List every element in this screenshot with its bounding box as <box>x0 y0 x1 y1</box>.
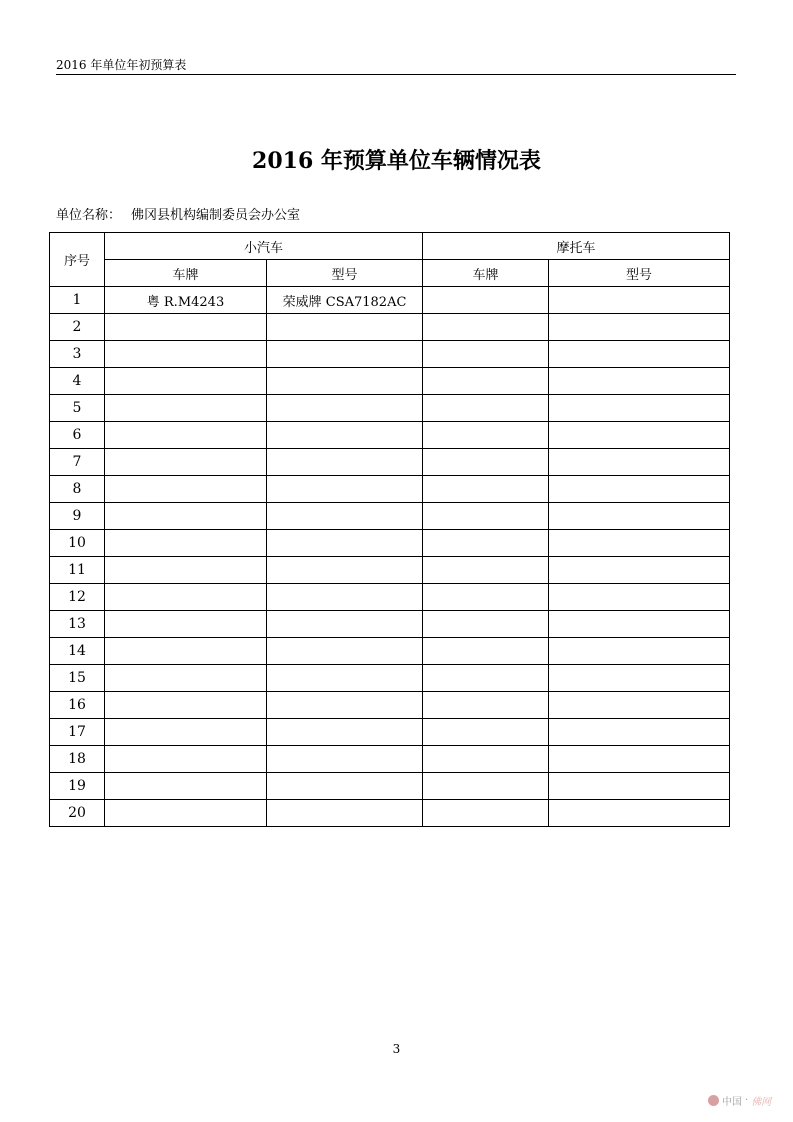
seq-cell: 20 <box>50 800 105 827</box>
watermark-separator: · <box>745 1095 749 1106</box>
moto-plate-cell <box>423 368 549 395</box>
car-plate-cell <box>105 476 267 503</box>
moto-model-cell <box>549 584 730 611</box>
table-row <box>50 665 730 692</box>
vehicle-table-body <box>50 233 730 827</box>
car-plate-cell <box>105 530 267 557</box>
moto-plate-cell <box>423 611 549 638</box>
moto-model-cell <box>549 800 730 827</box>
moto-model-cell <box>549 530 730 557</box>
car-plate-header: 车牌 <box>105 260 267 287</box>
seq-cell: 6 <box>50 422 105 449</box>
car-plate-cell <box>105 692 267 719</box>
car-model-cell <box>267 314 423 341</box>
seq-cell: 13 <box>50 611 105 638</box>
car-plate-cell <box>105 746 267 773</box>
moto-plate-header: 车牌 <box>423 260 549 287</box>
table-row <box>50 368 730 395</box>
moto-plate-cell <box>423 746 549 773</box>
moto-model-cell <box>549 449 730 476</box>
car-model-cell <box>267 476 423 503</box>
table-row <box>50 800 730 827</box>
seq-header: 序号 <box>50 233 105 287</box>
moto-group-header: 摩托车 <box>423 233 730 260</box>
car-model-cell <box>267 611 423 638</box>
table-row <box>50 746 730 773</box>
page-number: 3 <box>392 1042 401 1056</box>
seq-cell: 2 <box>50 314 105 341</box>
seq-cell: 19 <box>50 773 105 800</box>
car-plate-cell <box>105 368 267 395</box>
moto-plate-cell <box>423 692 549 719</box>
table-row <box>50 692 730 719</box>
moto-model-header: 型号 <box>549 260 730 287</box>
moto-plate-cell <box>423 449 549 476</box>
car-model-cell <box>267 422 423 449</box>
moto-plate-cell <box>423 719 549 746</box>
moto-plate-cell <box>423 665 549 692</box>
table-row <box>50 287 730 314</box>
table-row <box>50 476 730 503</box>
car-plate-cell <box>105 611 267 638</box>
moto-model-cell <box>549 746 730 773</box>
page-header: 2016 年单位年初预算表 <box>56 58 187 72</box>
moto-plate-cell <box>423 557 549 584</box>
table-row <box>50 422 730 449</box>
document-title: 2016 年预算单位车辆情况表 <box>252 148 541 174</box>
moto-model-cell <box>549 638 730 665</box>
moto-plate-cell <box>423 287 549 314</box>
car-plate-cell <box>105 422 267 449</box>
table-row <box>50 773 730 800</box>
moto-model-cell <box>549 314 730 341</box>
moto-model-cell <box>549 665 730 692</box>
table-row <box>50 611 730 638</box>
car-plate-cell <box>105 449 267 476</box>
car-plate-cell <box>105 341 267 368</box>
car-model-cell <box>267 692 423 719</box>
table-row <box>50 395 730 422</box>
car-model-cell <box>267 638 423 665</box>
seq-cell: 17 <box>50 719 105 746</box>
car-model-cell <box>267 584 423 611</box>
moto-model-cell <box>549 719 730 746</box>
logo-circle-icon <box>708 1095 719 1106</box>
watermark-city: 佛网 <box>751 1097 772 1108</box>
watermark-country: 中国 <box>722 1097 742 1108</box>
car-model-cell <box>267 395 423 422</box>
table-row <box>50 314 730 341</box>
seq-cell: 18 <box>50 746 105 773</box>
car-model-cell <box>267 530 423 557</box>
moto-plate-cell <box>423 800 549 827</box>
car-model-cell <box>267 665 423 692</box>
seq-cell: 16 <box>50 692 105 719</box>
table-header-row-1 <box>50 233 730 260</box>
moto-plate-cell <box>423 314 549 341</box>
table-row <box>50 638 730 665</box>
seq-cell: 11 <box>50 557 105 584</box>
car-model-header: 型号 <box>267 260 423 287</box>
car-plate-cell <box>105 314 267 341</box>
moto-plate-cell <box>423 773 549 800</box>
table-row <box>50 530 730 557</box>
moto-model-cell <box>549 422 730 449</box>
seq-cell: 8 <box>50 476 105 503</box>
car-model-cell <box>267 557 423 584</box>
car-plate-cell <box>105 800 267 827</box>
moto-plate-cell <box>423 395 549 422</box>
table-row <box>50 719 730 746</box>
table-row <box>50 341 730 368</box>
moto-plate-cell <box>423 422 549 449</box>
car-model-cell <box>267 449 423 476</box>
seq-cell: 14 <box>50 638 105 665</box>
car-model-cell <box>267 368 423 395</box>
car-plate-cell <box>105 773 267 800</box>
moto-model-cell <box>549 773 730 800</box>
moto-plate-cell <box>423 503 549 530</box>
car-plate-cell <box>105 638 267 665</box>
car-group-header: 小汽车 <box>105 233 423 260</box>
unit-line <box>56 208 300 224</box>
watermark <box>708 1093 771 1108</box>
moto-model-cell <box>549 503 730 530</box>
table-header-row-2 <box>50 260 730 287</box>
seq-cell: 1 <box>50 287 105 314</box>
car-model-cell <box>267 746 423 773</box>
car-plate-cell <box>105 719 267 746</box>
table-row <box>50 557 730 584</box>
car-plate-cell <box>105 557 267 584</box>
seq-cell: 3 <box>50 341 105 368</box>
moto-plate-cell <box>423 530 549 557</box>
moto-model-cell <box>549 287 730 314</box>
car-model-cell <box>267 341 423 368</box>
car-plate-cell <box>105 503 267 530</box>
moto-plate-cell <box>423 638 549 665</box>
moto-plate-cell <box>423 476 549 503</box>
seq-cell: 4 <box>50 368 105 395</box>
vehicle-table <box>49 232 730 827</box>
seq-cell: 12 <box>50 584 105 611</box>
moto-model-cell <box>549 395 730 422</box>
moto-model-cell <box>549 557 730 584</box>
unit-label: 单位名称： <box>56 208 122 223</box>
seq-cell: 9 <box>50 503 105 530</box>
car-model-cell <box>267 503 423 530</box>
moto-model-cell <box>549 692 730 719</box>
moto-plate-cell <box>423 341 549 368</box>
unit-name: 佛冈县机构编制委员会办公室 <box>131 208 301 223</box>
car-model-cell <box>267 800 423 827</box>
table-row <box>50 449 730 476</box>
seq-cell: 15 <box>50 665 105 692</box>
moto-model-cell <box>549 368 730 395</box>
car-model-cell <box>267 719 423 746</box>
car-plate-cell <box>105 665 267 692</box>
moto-plate-cell <box>423 584 549 611</box>
car-plate-cell: 粤 R.M4243 <box>105 287 267 314</box>
car-model-cell: 荣威牌 CSA7182AC <box>267 287 423 314</box>
seq-cell: 7 <box>50 449 105 476</box>
car-plate-cell <box>105 395 267 422</box>
header-rule <box>56 74 736 75</box>
table-row <box>50 584 730 611</box>
table-row <box>50 503 730 530</box>
moto-model-cell <box>549 476 730 503</box>
car-plate-cell <box>105 584 267 611</box>
moto-model-cell <box>549 341 730 368</box>
seq-cell: 5 <box>50 395 105 422</box>
car-model-cell <box>267 773 423 800</box>
moto-model-cell <box>549 611 730 638</box>
seq-cell: 10 <box>50 530 105 557</box>
